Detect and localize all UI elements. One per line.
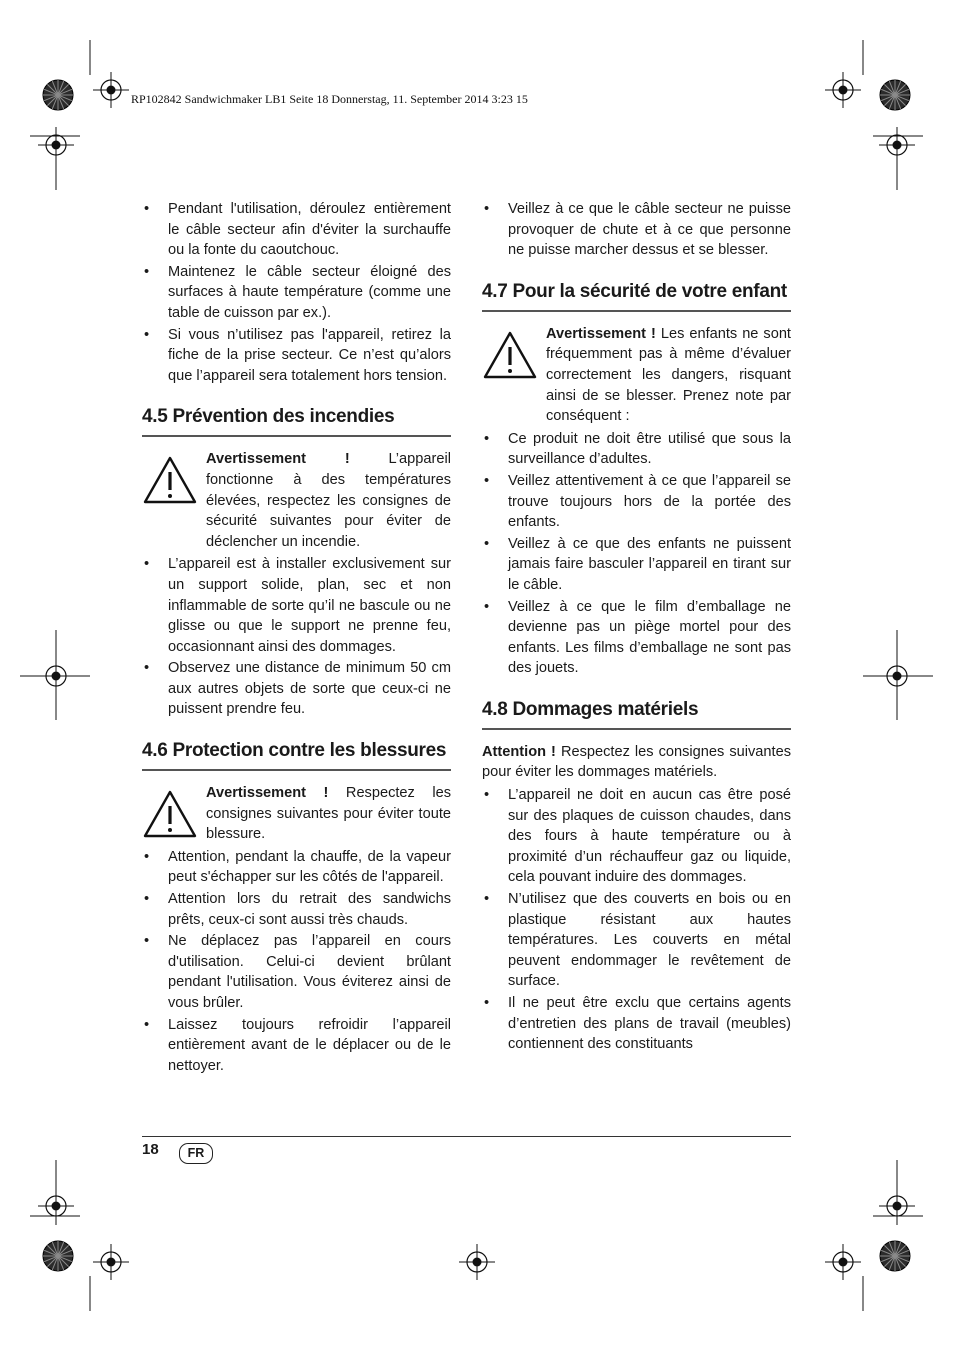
list-item: • Ne déplacez pas l’appareil en cours d'utilisation. Celui-ci devient brûlant pendant l'utilisation. Vous éviterez ainsi de vous brûler. <box>142 931 451 1013</box>
warning-block-4-5 <box>142 449 451 552</box>
attention-paragraph <box>482 742 791 783</box>
list-item: • Attention lors du retrait des sandwichs prêts, ceux-ci sont aussi très chauds. <box>142 889 451 930</box>
footer-rule <box>142 1136 791 1137</box>
warning-block-4-7 <box>482 324 791 427</box>
list-4-8 <box>482 785 791 1055</box>
warning-text: Les enfants ne sont fréquemment pas à même d’évaluer correctement les dangers, risquant ainsi de se blesser. Prenez note par conséquent : <box>546 325 791 425</box>
list-item: • Pendant l'utilisation, déroulez entièrement le câble secteur afin d'éviter la surchauffe ou la fonte du caoutchouc. <box>142 199 451 261</box>
list-item: • Observez une distance de minimum 50 cm aux autres objets de sorte que ceux-ci ne puissent prendre feu. <box>142 658 451 720</box>
list-item: • L’appareil ne doit en aucun cas être posé sur des plaques de cuisson chaudes, dans des fours à haute température ou à proximité d’un réchauffeur gaz ou liquide, cela pouvant induire des dommages. <box>482 785 791 888</box>
section-title-4-5: 4.5 Prévention des incendies <box>142 405 451 437</box>
language-badge: FR <box>179 1143 213 1164</box>
attention-label: Attention ! <box>482 743 556 760</box>
list-item: • Ce produit ne doit être utilisé que sous la surveillance d’adultes. <box>482 429 791 470</box>
right-column <box>482 199 791 1056</box>
section-title-4-8: 4.8 Dommages matériels <box>482 698 791 730</box>
warning-text: Respectez les consignes suivantes pour éviter toute blessure. <box>206 785 451 843</box>
left-column <box>142 199 451 1077</box>
warning-triangle-icon <box>142 455 198 505</box>
list-4-5 <box>142 554 451 720</box>
list-item: • Si vous n’utilisez pas l'appareil, retirez la fiche de la prise secteur. Ce n’est qu’alors que l’appareil sera totalement hors tension. <box>142 325 451 387</box>
page-number: 18 <box>142 1141 159 1158</box>
warning-triangle-icon <box>482 330 538 380</box>
list-item: • Veillez à ce que le film d’emballage ne devienne pas un piège mortel pour des enfants. Les films d’emballage ne sont pas des jouets. <box>482 597 791 679</box>
list-item: • Veillez attentivement à ce que l’appareil se trouve toujours hors de la portée des enfants. <box>482 471 791 533</box>
section-title-4-6: 4.6 Protection contre les blessures <box>142 739 451 771</box>
warning-triangle-icon <box>142 789 198 839</box>
list-item: • N’utilisez que des couverts en bois ou en plastique résistant aux hautes températures. Les couverts en métal peuvent endommager le revêtement de surface. <box>482 889 791 992</box>
attention-text: Respectez les consignes suivantes pour éviter les dommages matériels. <box>482 743 791 781</box>
warning-label: Avertissement ! <box>546 325 656 342</box>
list-item: • L’appareil est à installer exclusivement sur un support solide, plan, sec et non inflammable de sorte qu’il ne bascule ou ne glisse ou que le support ne prenne feu, occasionnant ainsi des dommages. <box>142 554 451 657</box>
list-item: • Veillez à ce que le câble secteur ne puisse provoquer de chute et à ce que personne ne puisse marcher dessus et se blesser. <box>482 199 791 261</box>
list-item: • Veillez à ce que des enfants ne puissent jamais faire basculer l’appareil en tirant sur le câble. <box>482 534 791 596</box>
list-4-7 <box>482 429 791 679</box>
list-4-6 <box>142 847 451 1077</box>
print-job-line: RP102842 Sandwichmaker LB1 Seite 18 Donnerstag, 11. September 2014 3:23 15 <box>131 92 528 106</box>
warning-label: Avertissement ! <box>206 451 350 468</box>
list-item: • Laissez toujours refroidir l’appareil entièrement avant de le déplacer ou de le nettoyer. <box>142 1015 451 1077</box>
list-item: • Attention, pendant la chauffe, de la vapeur peut s'échapper sur les côtés de l'appareil. <box>142 847 451 888</box>
warning-text: L’appareil fonctionne à des températures élevées, respectez les consignes de sécurité suivantes pour éviter de déclencher un incendie. <box>206 451 451 550</box>
warning-block-4-6 <box>142 783 451 845</box>
list-item: • Maintenez le câble secteur éloigné des surfaces à haute température (comme une table de cuisson par ex.). <box>142 262 451 324</box>
warning-label: Avertissement ! <box>206 785 329 802</box>
section-title-4-7: 4.7 Pour la sécurité de votre enfant <box>482 280 791 312</box>
intro-list-right <box>482 199 791 261</box>
list-item: • Il ne peut être exclu que certains agents d’entretien des plans de travail (meubles) contiennent des constituants <box>482 993 791 1055</box>
intro-list-left <box>142 199 451 386</box>
